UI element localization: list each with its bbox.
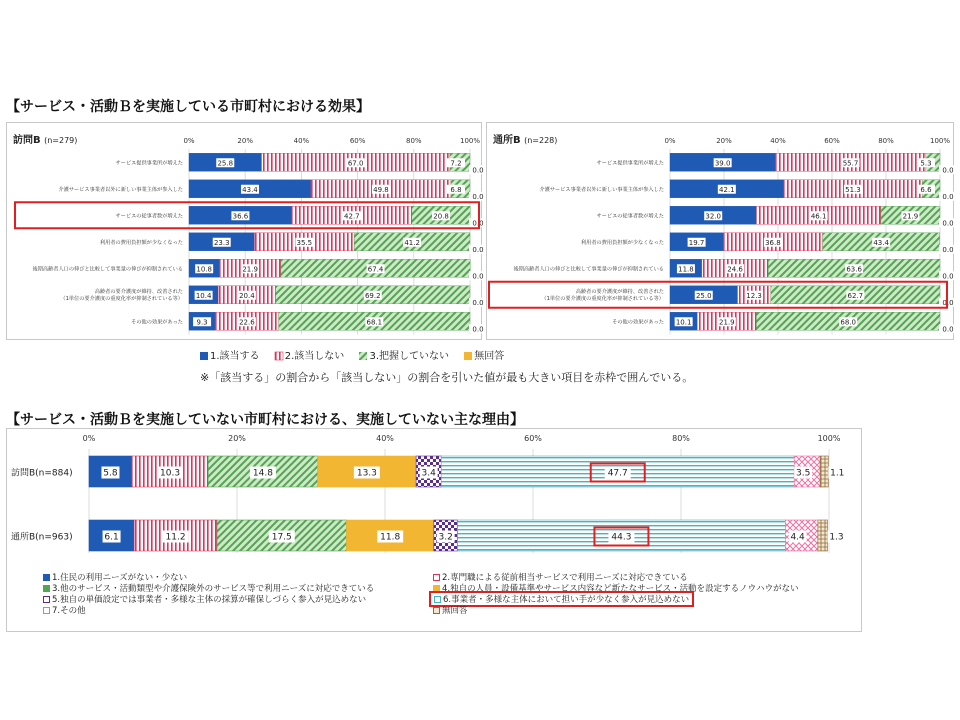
value-label: 67.4 xyxy=(367,265,384,274)
reasons-legend xyxy=(43,571,853,629)
value-label: 0.0 xyxy=(942,219,954,228)
value-label: 11.8 xyxy=(678,265,694,274)
value-label: 21.9 xyxy=(719,318,735,327)
chart-title-tsusho xyxy=(493,131,557,146)
value-label: 35.5 xyxy=(296,238,313,247)
value-label: 43.4 xyxy=(873,238,889,247)
legend-swatch-icon xyxy=(433,574,440,581)
x-tick-label: 80% xyxy=(672,434,690,443)
value-label: 5.8 xyxy=(103,468,118,479)
value-label: 0.0 xyxy=(942,192,954,201)
category-label: 介護サービス事業者以外に新しい事業主体が参入した xyxy=(58,186,183,193)
value-label: 19.7 xyxy=(688,238,705,247)
x-tick-label: 0% xyxy=(183,137,195,145)
value-label: 7.2 xyxy=(450,159,462,168)
chart-title-houmon xyxy=(13,131,77,146)
x-tick-label: 20% xyxy=(228,434,246,443)
x-tick-label: 0% xyxy=(82,434,96,443)
legend-item: 4.独自の人員・設備基準やサービス内容など新たなサービス・活動を設定するノウハウがない xyxy=(433,582,799,594)
category-label: 高齢者の要介護度が維持、改善された（1単位の要介護度の重度化率が抑制されている等） xyxy=(60,288,183,302)
value-label: 25.8 xyxy=(217,159,234,168)
chart-subtitle-text: (n=279) xyxy=(44,136,78,145)
x-tick-label: 60% xyxy=(824,137,840,145)
x-tick-label: 40% xyxy=(376,434,394,443)
chart-subtitle-text: (n=228) xyxy=(524,136,558,145)
value-label: 0.0 xyxy=(472,245,484,254)
value-label: 0.0 xyxy=(942,245,954,254)
value-label: 11.2 xyxy=(165,532,186,543)
stacked-bar-chart-tsusho xyxy=(487,123,953,339)
category-label: サービスの従事者数が増えた xyxy=(596,213,664,220)
value-label: 0.0 xyxy=(472,192,484,201)
value-label: 36.8 xyxy=(765,238,781,247)
value-label: 13.3 xyxy=(356,468,377,479)
value-label: 9.3 xyxy=(196,318,208,327)
value-label: 11.8 xyxy=(380,532,401,543)
legend-item: 2.該当しない xyxy=(275,347,345,362)
value-label: 42.1 xyxy=(719,185,735,194)
value-label: 0.0 xyxy=(472,166,484,175)
legend-item: 3.他のサービス・活動類型や介護保険外のサービス等で利用ニーズに対応できている xyxy=(43,582,374,594)
value-label: 5.3 xyxy=(920,159,932,168)
value-label: 3.5 xyxy=(796,468,811,479)
category-label: 後期高齢者人口の伸びと比較して事業量の伸びが抑制されている xyxy=(513,266,664,273)
legend-item: 1.住民の利用ニーズがない・少ない xyxy=(43,571,187,583)
x-tick-label: 100% xyxy=(817,434,841,443)
value-label: 6.6 xyxy=(920,185,932,194)
category-label: 利用者の費用負担額が少なくなった xyxy=(580,239,664,246)
value-label: 46.1 xyxy=(810,212,827,221)
value-label: 41.2 xyxy=(404,238,420,247)
value-label: 25.0 xyxy=(695,291,712,300)
x-tick-label: 20% xyxy=(716,137,732,145)
top-section-heading: 【サービス・活動Ｂを実施している市町村における効果】 xyxy=(6,99,370,115)
value-label: 49.8 xyxy=(373,185,389,194)
value-label: 69.2 xyxy=(364,291,381,300)
legend-swatch-icon xyxy=(43,574,50,581)
value-label: 20.8 xyxy=(433,212,449,221)
chart-title-text: 通所B xyxy=(493,135,521,146)
value-label: 67.0 xyxy=(347,159,364,168)
legend-item-highlighted: 6.事業者・多様な主体において担い手が少なく参入が見込めない xyxy=(429,591,694,607)
value-label: 0.0 xyxy=(472,325,484,334)
value-label: 21.9 xyxy=(242,265,258,274)
x-tick-label: 100% xyxy=(459,137,481,145)
stacked-bar-chart-houmon xyxy=(7,123,484,339)
category-label: 利用者の費用負担額が少なくなった xyxy=(99,239,183,246)
legend-item: 無回答 xyxy=(464,347,504,362)
legend-item: 無回答 xyxy=(433,604,468,616)
stacked-bar-chart-reasons xyxy=(7,429,861,577)
legend-swatch-icon xyxy=(434,596,441,603)
chart-title-text: 訪問B xyxy=(13,135,41,146)
legend-swatch-icon xyxy=(200,352,208,360)
legend-swatch-icon xyxy=(433,607,440,614)
value-label: 43.4 xyxy=(242,185,258,194)
top-legend xyxy=(200,347,516,362)
legend-item: 5.独自の単価設定では事業者・多様な主体の採算が確保しづらく参入が見込めない xyxy=(43,593,366,605)
legend-swatch-icon xyxy=(43,607,50,614)
value-label: 24.6 xyxy=(727,265,743,274)
category-label: サービス提供事業所が増えた xyxy=(115,160,183,167)
x-tick-label: 60% xyxy=(349,137,366,145)
x-tick-label: 0% xyxy=(664,137,676,145)
bottom-section-heading: 【サービス・活動Ｂを実施していない市町村における、実施していない主な理由】 xyxy=(6,412,524,428)
value-label: 14.8 xyxy=(252,468,273,479)
value-label: 10.4 xyxy=(195,291,212,300)
category-label: 通所B(n=963) xyxy=(11,532,73,543)
x-tick-label: 40% xyxy=(293,137,310,145)
value-label: 36.6 xyxy=(232,212,249,221)
chart-panel-tsusho xyxy=(486,122,954,340)
value-label: 3.2 xyxy=(438,532,453,543)
value-label: 47.7 xyxy=(607,468,628,479)
category-label: その他の効果があった xyxy=(612,319,664,326)
value-label: 0.0 xyxy=(942,166,954,175)
value-label: 1.1 xyxy=(830,468,845,479)
category-label: その他の効果があった xyxy=(131,319,183,326)
value-label: 62.7 xyxy=(847,291,864,300)
x-tick-label: 20% xyxy=(237,137,253,145)
legend-swatch-icon xyxy=(43,585,50,592)
value-label: 42.7 xyxy=(344,212,360,221)
x-tick-label: 80% xyxy=(406,137,422,145)
x-tick-label: 40% xyxy=(770,137,786,145)
x-tick-label: 80% xyxy=(878,137,894,145)
value-label: 0.0 xyxy=(942,272,954,281)
value-label: 1.3 xyxy=(829,532,844,543)
value-label: 17.5 xyxy=(271,532,292,543)
value-label: 23.3 xyxy=(213,238,230,247)
value-label: 0.0 xyxy=(472,298,484,307)
legend-item: 3.把握していない xyxy=(359,347,449,362)
category-label: 介護サービス事業者以外に新しい事業主体が参入した xyxy=(539,186,664,193)
x-tick-label: 100% xyxy=(929,137,951,145)
chart-panel-houmon xyxy=(6,122,482,340)
value-label: 10.1 xyxy=(675,318,692,327)
bar-segment xyxy=(818,520,828,551)
value-label: 39.0 xyxy=(714,159,731,168)
value-label: 32.0 xyxy=(705,212,721,221)
value-label: 6.1 xyxy=(104,532,119,543)
category-label: 訪問B(n=884) xyxy=(11,468,73,479)
value-label: 44.3 xyxy=(611,532,632,543)
value-label: 68.0 xyxy=(840,318,856,327)
value-label: 4.4 xyxy=(790,532,805,543)
category-label: 後期高齢者人口の伸びと比較して事業量の伸びが抑制されている xyxy=(32,266,183,273)
value-label: 55.7 xyxy=(842,159,859,168)
value-label: 6.8 xyxy=(450,185,462,194)
value-label: 0.0 xyxy=(472,272,484,281)
value-label: 51.3 xyxy=(845,185,861,194)
value-label: 68.1 xyxy=(366,318,383,327)
value-label: 0.0 xyxy=(942,298,954,307)
legend-swatch-icon xyxy=(275,352,283,360)
category-label: サービス提供事業所が増えた xyxy=(596,160,664,167)
value-label: 20.4 xyxy=(239,291,255,300)
value-label: 22.6 xyxy=(239,318,255,327)
value-label: 0.0 xyxy=(942,325,954,334)
value-label: 21.9 xyxy=(902,212,919,221)
value-label: 12.3 xyxy=(746,291,762,300)
bar-segment xyxy=(820,456,828,487)
legend-item: 1.該当する xyxy=(200,347,260,362)
legend-item: 2.専門職による従前相当サービスで利用ニーズに対応できている xyxy=(433,571,688,583)
value-label: 10.3 xyxy=(160,468,181,479)
value-label: 10.8 xyxy=(196,265,212,274)
legend-item: 7.その他 xyxy=(43,604,86,616)
value-label: 3.4 xyxy=(421,468,436,479)
highlight-note: ※「該当する」の割合から「該当しない」の割合を引いた値が最も大きい項目を赤枠で囲んでいる。 xyxy=(200,371,694,384)
legend-swatch-icon xyxy=(464,352,472,360)
category-label: サービスの従事者数が増えた xyxy=(115,213,183,220)
x-tick-label: 60% xyxy=(524,434,542,443)
legend-swatch-icon xyxy=(359,352,367,360)
category-label: 高齢者の要介護度が維持、改善された（1単位の要介護度の重度化率が抑制されている等） xyxy=(541,288,664,302)
value-label: 0.0 xyxy=(472,219,484,228)
chart-panel-reasons xyxy=(6,428,862,632)
legend-swatch-icon xyxy=(43,596,50,603)
value-label: 63.6 xyxy=(846,265,862,274)
